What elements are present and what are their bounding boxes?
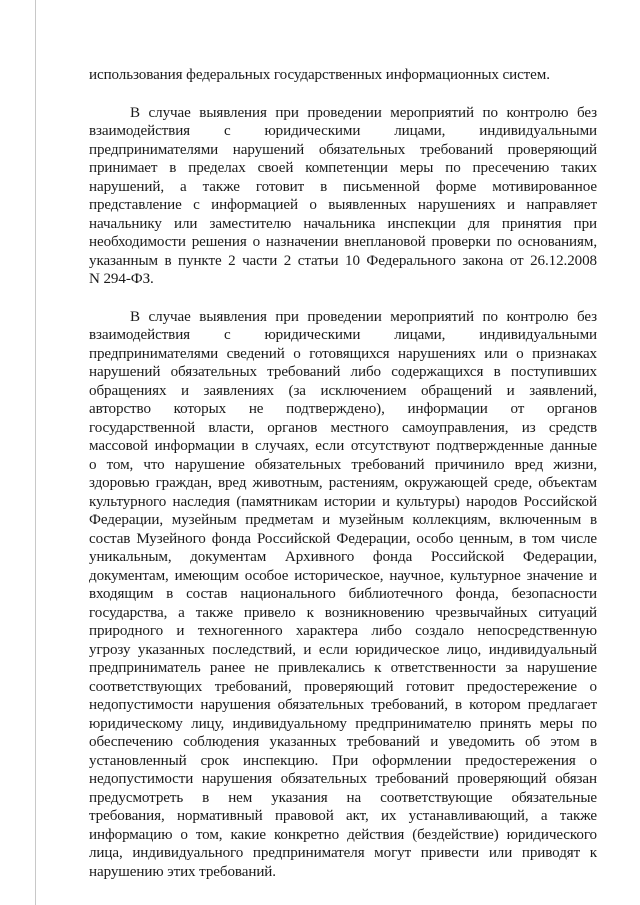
text-line: уникальным, документам Архивного фонда Российской Федерации, [89,549,597,565]
text-line: использования федеральных государственных информационных систем. [89,67,550,83]
text-line: о том, что нарушение обязательных требований причинило вред жизни, [89,456,597,473]
text-line: В случае выявления при проведении мероприятий по контролю без [130,104,597,121]
text-line: обращениях и заявлениях (за исключением обращений и заявлений, [89,382,597,399]
text-line: предприниматель ранее не привлекались к ответственности за нарушение [89,660,597,676]
text-line: Федерации, музейным предметам и музейным коллекциям, включенным в [89,512,597,528]
text-line: необходимости решения о назначении внеплановой проверки по основаниям, [89,234,597,250]
text-line: указанным в пункте 2 части 2 статьи 10 Федерального закона от 26.12.2008 [89,252,597,269]
intro-fragment [89,66,597,85]
text-line: недопустимости нарушения обязательных требований проверяющий обязан [89,771,597,787]
text-line: массовой информации в случаях, если отсутствуют подтвержденные данные [89,438,597,454]
text-line: установленный срок инспекцию. При оформлении предостережения о [89,752,597,769]
text-line: В случае выявления при проведении мероприятий по контролю без [130,308,597,325]
text-line: здоровью граждан, вред животным, растениям, окружающей среде, объектам [89,475,597,491]
text-line: представление с информацией о выявленных нарушениях и направляет [89,197,597,213]
text-line: авторство которых не подтверждено), информации от органов [89,401,597,417]
text-line: N 294-ФЗ. [89,271,154,287]
text-line: природного и техногенного характера либо создало непосредственную [89,623,597,639]
text-line: требования, нормативный правовой акт, их устанавливающий, а также [89,808,597,824]
text-line: предпринимателями сведений о готовящихся нарушениях или о признаках [89,345,597,362]
text-line: взаимодействия с юридическими лицами, индивидуальными [89,123,597,139]
text-line: предусмотреть в нем указания на соответствующие обязательные [89,789,597,806]
text-line: угрозу указанных последствий, и если юридическое лицо, индивидуальный [89,641,597,658]
text-line: взаимодействия с юридическими лицами, индивидуальными [89,327,597,343]
text-line: начальнику или заместителю начальника инспекции для принятия при [89,215,597,232]
text-line: государства, а также привело к возникновению чрезвычайных ситуаций [89,604,597,621]
text-line: входящим в состав национального библиотечного фонда, безопасности [89,586,597,602]
paragraph-1 [89,104,597,289]
text-line: нарушению этих требований. [89,863,276,880]
text-line: нарушений, а также готовит в письменной форме мотивированное [89,178,597,195]
text-line: соответствующих требований, проверяющий готовит предостережение о [89,678,597,695]
paragraph-gap [89,289,597,308]
text-line: юридическому лицу, индивидуальному предпринимателю принять меры по [89,715,597,732]
text-line: нарушений обязательных требований либо содержащихся в поступивших [89,364,597,380]
page-margin-line [35,0,36,905]
text-line: культурного наследия (памятникам истории и культуры) народов Российской [89,493,597,510]
text-line: государственной власти, органов местного самоуправления, из средств [89,419,597,436]
paragraph-2 [89,308,597,882]
text-line: состав Музейного фонда Российской Федерации, особо ценным, в том числе [89,530,597,547]
paragraph-gap [89,85,597,104]
document-body [89,66,597,881]
text-line: лица, индивидуального предпринимателя могут привести или приводят к [89,845,597,861]
text-line: информацию о том, какие конкретно действия (бездействие) юридического [89,826,597,843]
text-line: обеспечению соблюдения указанных требований и уведомить об этом в [89,734,597,750]
text-line: предпринимателями нарушений обязательных требований проверяющий [89,141,597,158]
text-line: принимает в пределах своей компетенции меры по пресечению таких [89,160,597,176]
text-line: недопустимости нарушения обязательных требований, в котором предлагает [89,697,597,713]
text-line: документам, имеющим особое историческое, научное, культурное значение и [89,567,597,584]
